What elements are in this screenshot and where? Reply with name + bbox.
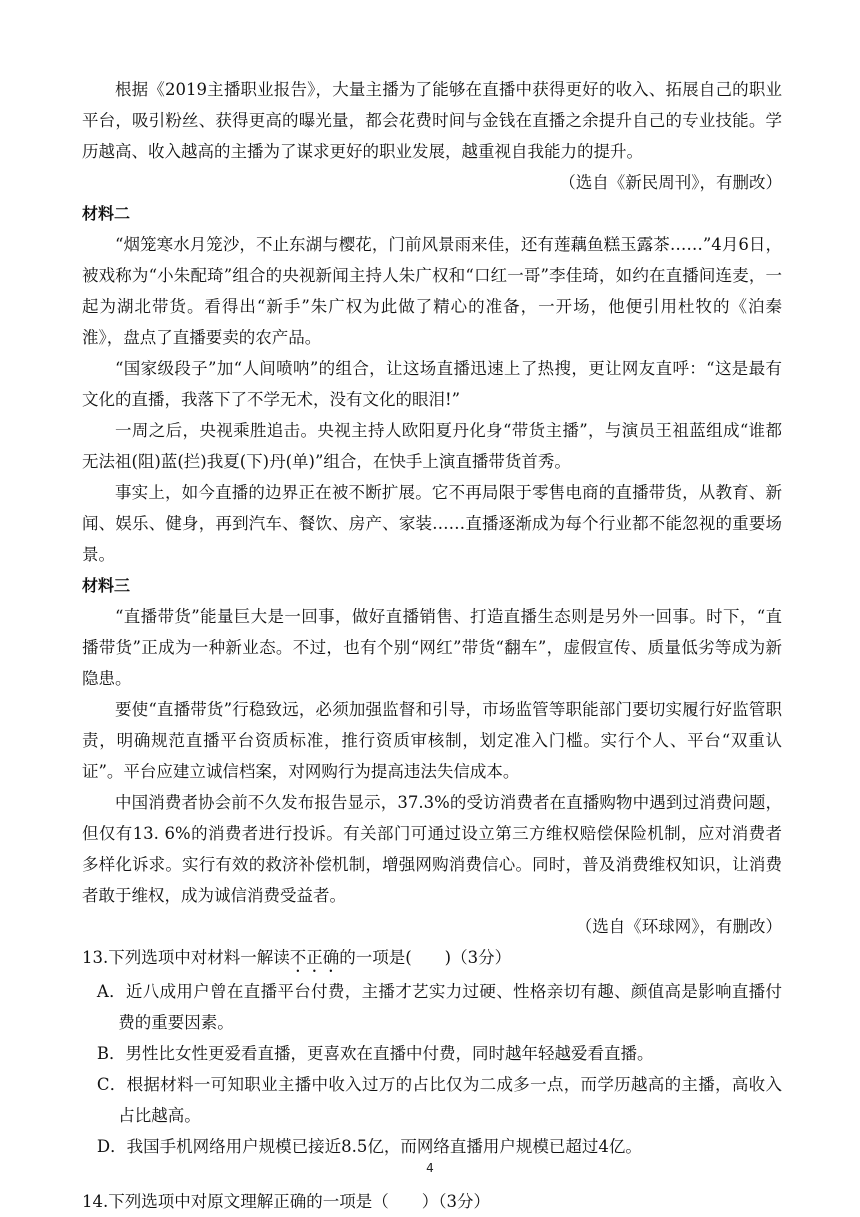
question-13-option-d: D．我国手机网络用户规模已接近8.5亿，而网络直播用户规模已超过4亿。 bbox=[96, 1137, 642, 1156]
material-two-paragraph-1: “烟笼寒水月笼沙，不止东湖与樱花，门前风景雨来佳，还有莲藕鱼糕玉露茶……”4月6日，被戏称为“小朱配琦”组合的央视新闻主持人朱广权和“口红一哥”李佳琦，如约在直播间连麦，一起为湖北带货。看得出“新手”朱广权为此做了精心的准备，一开场，他便引用杜牧的《泊秦淮》，盘点了直播要卖的农产品。 bbox=[82, 235, 782, 347]
question-13-option-a: A．近八成用户曾在直播平台付费，主播才艺实力过硬、性格亲切有趣、颜值高是影响直播付费的重要因素。 bbox=[96, 982, 782, 1032]
question-13-emphasis: 不正确 bbox=[289, 948, 340, 967]
material-one-source: （选自《新民周刊》，有删改） bbox=[559, 173, 782, 192]
material-three-source: （选自《环球网》，有删改） bbox=[575, 917, 782, 936]
material-two-paragraph-2: “国家级段子”加“人间喷呐”的组合，让这场直播迅速上了热搜，更让网友直呼：“这是最有文化的直播，我落下了不学无术，没有文化的眼泪!” bbox=[82, 359, 782, 409]
material-three-paragraph-1: “直播带货”能量巨大是一回事，做好直播销售、打造直播生态则是另外一回事。时下，“直播带货”正成为一种新业态。不过，也有个别“网红”带货“翻车”，虚假宣传、质量低劣等成为新隐患。 bbox=[82, 607, 782, 688]
material-three-heading: 材料三 bbox=[82, 576, 131, 595]
material-three-paragraph-3: 中国消费者协会前不久发布报告显示，37.3%的受访消费者在直播购物中遇到过消费问题，但仅有13. 6%的消费者进行投诉。有关部门可通过设立第三方维权赔偿保险机制，应对消费者多样化诉求。实行有效的救济补偿机制，增强网购消费信心。同时，普及消费维权知识，让消费者敢于维权，成为诚信消费受益者。 bbox=[82, 793, 782, 905]
document-page bbox=[82, 74, 782, 1217]
question-13-option-c: C．根据材料一可知职业主播中收入过万的占比仅为二成多一点，而学历越高的主播，高收入占比越高。 bbox=[96, 1075, 782, 1125]
question-13-stem bbox=[82, 942, 782, 976]
material-two-paragraph-3: 一周之后，央视乘胜追击。央视主持人欧阳夏丹化身“带货主播”，与演员王祖蓝组成“谁都无法祖(阻)蓝(拦)我夏(下)丹(单)”组合，在快手上演直播带货首秀。 bbox=[82, 421, 782, 471]
page-number: 4 bbox=[426, 1161, 434, 1175]
question-13-stem-post: 的一项是( )（3分） bbox=[339, 948, 512, 967]
material-three-paragraph-2: 要使“直播带货”行稳致远，必须加强监督和引导，市场监管等职能部门要切实履行好监管职责，明确规范直播平台资质标准，推行资质审核制，划定准入门槛。实行个人、平台“双重认证”。平台应建立诚信档案，对网购行为提高违法失信成本。 bbox=[82, 700, 782, 781]
question-13-option-b: B．男性比女性更爱看直播，更喜欢在直播中付费，同时越年轻越爱看直播。 bbox=[96, 1044, 654, 1063]
material-two-heading: 材料二 bbox=[82, 204, 131, 223]
question-14-stem: 14.下列选项中对原文理解正确的一项是（ ）（3分） bbox=[82, 1192, 490, 1211]
question-13-stem-pre: 13.下列选项中对材料一解读 bbox=[82, 948, 290, 967]
material-one-paragraph: 根据《2019主播职业报告》，大量主播为了能够在直播中获得更好的收入、拓展自己的职业平台，吸引粉丝、获得更高的曝光量，都会花费时间与金钱在直播之余提升自己的专业技能。学历越高、收入越高的主播为了谋求更好的职业发展，越重视自我能力的提升。 bbox=[82, 80, 782, 161]
material-two-paragraph-4: 事实上，如今直播的边界正在被不断扩展。它不再局限于零售电商的直播带货，从教育、新闻、娱乐、健身，再到汽车、餐饮、房产、家装……直播逐渐成为每个行业都不能忽视的重要场景。 bbox=[82, 483, 782, 564]
